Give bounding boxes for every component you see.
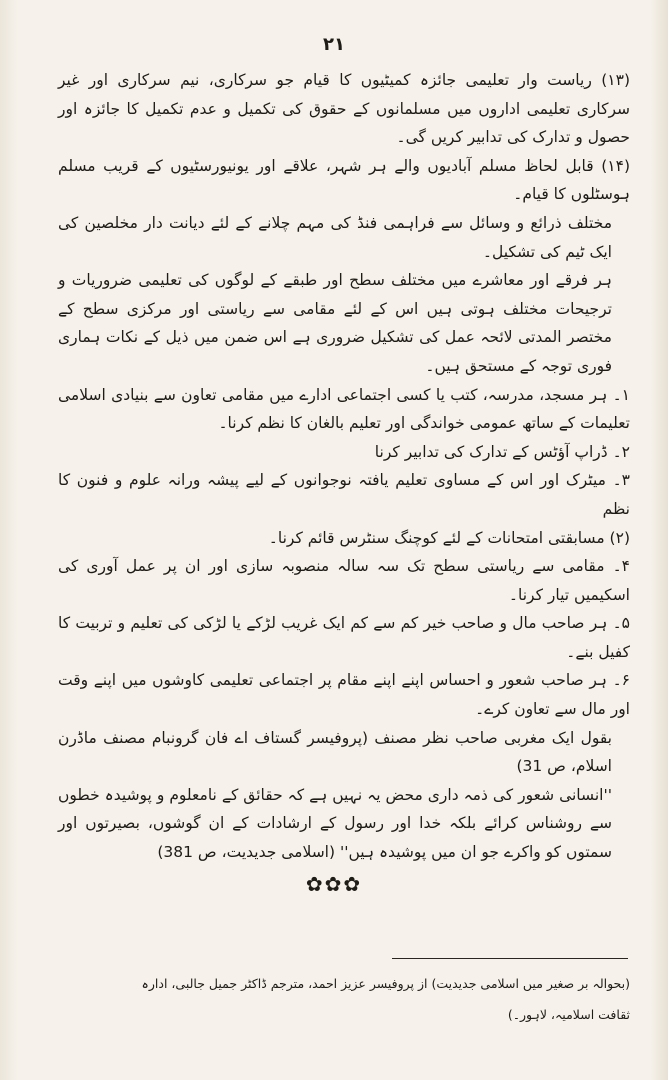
list-item-13: (۱۳) ریاست وار تعلیمی جائزہ کمیٹیوں کا قیام جو سرکاری، نیم سرکاری اور غیر سرکاری تعلیمی اداروں میں مسلمانوں کے حقوق کی تکمیل و عدم تکمیل کا جائزہ اور حصول و تدارک کی تدابیر کریں گی۔	[58, 71, 630, 147]
list-item-2b: (۲) مسابقتی امتحانات کے لئے کوچنگ سنٹرس قائم کرنا۔	[268, 528, 630, 547]
list-item-14: (۱۴) قابل لحاظ مسلم آبادیوں والے ہر شہر، علاقے اور یونیورسٹیوں کے قریب مسلم ہوسٹلوں کا قیام۔	[58, 156, 630, 204]
list-item-6: ۶۔ ہر صاحب شعور و احساس اپنے اپنے مقام پر اجتماعی تعلیمی کاوشوں میں اپنے وقت اور مال سے تعاون کرے۔	[58, 671, 630, 719]
quote-text: ''انسانی شعور کی ذمہ داری محض یہ نہیں ہے کہ حقائق کے نامعلوم و پوشیدہ خطوں سے روشناس کرائے بلکہ خدا اور رسول کے ارشادات کے ان گوشوں، بصیرتوں اور سمتوں کو واکرے جو ان میں پوشیدہ ہیں'' (اسلامی جدیدیت، ص 381)	[58, 785, 612, 862]
quote-intro: بقول ایک مغربی صاحب نظر مصنف (پروفیسر گستاف اے فان گرونبام مصنف ماڈرن اسلام، ص 31)	[58, 728, 612, 776]
footnote-line-2: ثقافت اسلامیہ، لاہور۔)	[507, 1007, 630, 1022]
paragraph-fund-team: مختلف ذرائع و وسائل سے فراہمی فنڈ کی مہم چلانے کے لئے دیانت دار مخلصین کی ایک ٹیم کی تشکیل۔	[58, 213, 612, 261]
list-item-5: ۵۔ ہر صاحب مال و صاحب خیر کم سے کم ایک غریب لڑکے یا لڑکی کی تعلیم و تربیت کا کفیل بنے۔	[58, 614, 630, 661]
body-text	[58, 66, 630, 867]
list-item-4: ۴۔ مقامی سے ریاستی سطح تک سہ سالہ منصوبہ سازی اور ان پر عمل آوری کی اسکیمیں تیار کرنا۔	[58, 557, 630, 604]
list-item-3: ۳۔ میٹرک اور اس کے مساوی تعلیم یافتہ نوجوانوں کے لیے پیشہ ورانہ علوم و فنون کا نظم	[58, 471, 630, 518]
page-number: ۲۱	[323, 34, 345, 55]
footnote-divider	[392, 958, 628, 959]
list-item-2: ۲۔ ڈراپ آؤٹس کے تدارک کی تدابیر کرنا	[374, 442, 630, 461]
ornament-flowers: ✿✿✿	[305, 872, 363, 896]
footnote	[58, 968, 630, 1030]
paragraph-community-needs: ہر فرقے اور معاشرے میں مختلف سطح اور طبقے کے لوگوں کی تعلیمی ضروریات و ترجیحات مختلف ہوتی ہیں اس کے لئے مقامی سے ریاستی اور مرکزی سطح کے مختصر المدتی لائحہ عمل کی تشکیل ضروری ہے اس ضمن میں ذیل کے نکات ہماری فوری توجہ کے مستحق ہیں۔	[58, 271, 612, 375]
footnote-line-1: (بحوالہ بر صغیر میں اسلامی جدیدیت) از پروفیسر عزیز احمد، مترجم ڈاکٹر جمیل جالبی، ادارہ	[141, 976, 630, 991]
list-item-1: ۱۔ ہر مسجد، مدرسہ، کتب یا کسی اجتماعی ادارے میں مقامی تعاون سے بنیادی اسلامی تعلیمات کے ساتھ عمومی خواندگی اور تعلیم بالغان کا نظم کرنا۔	[58, 385, 630, 433]
